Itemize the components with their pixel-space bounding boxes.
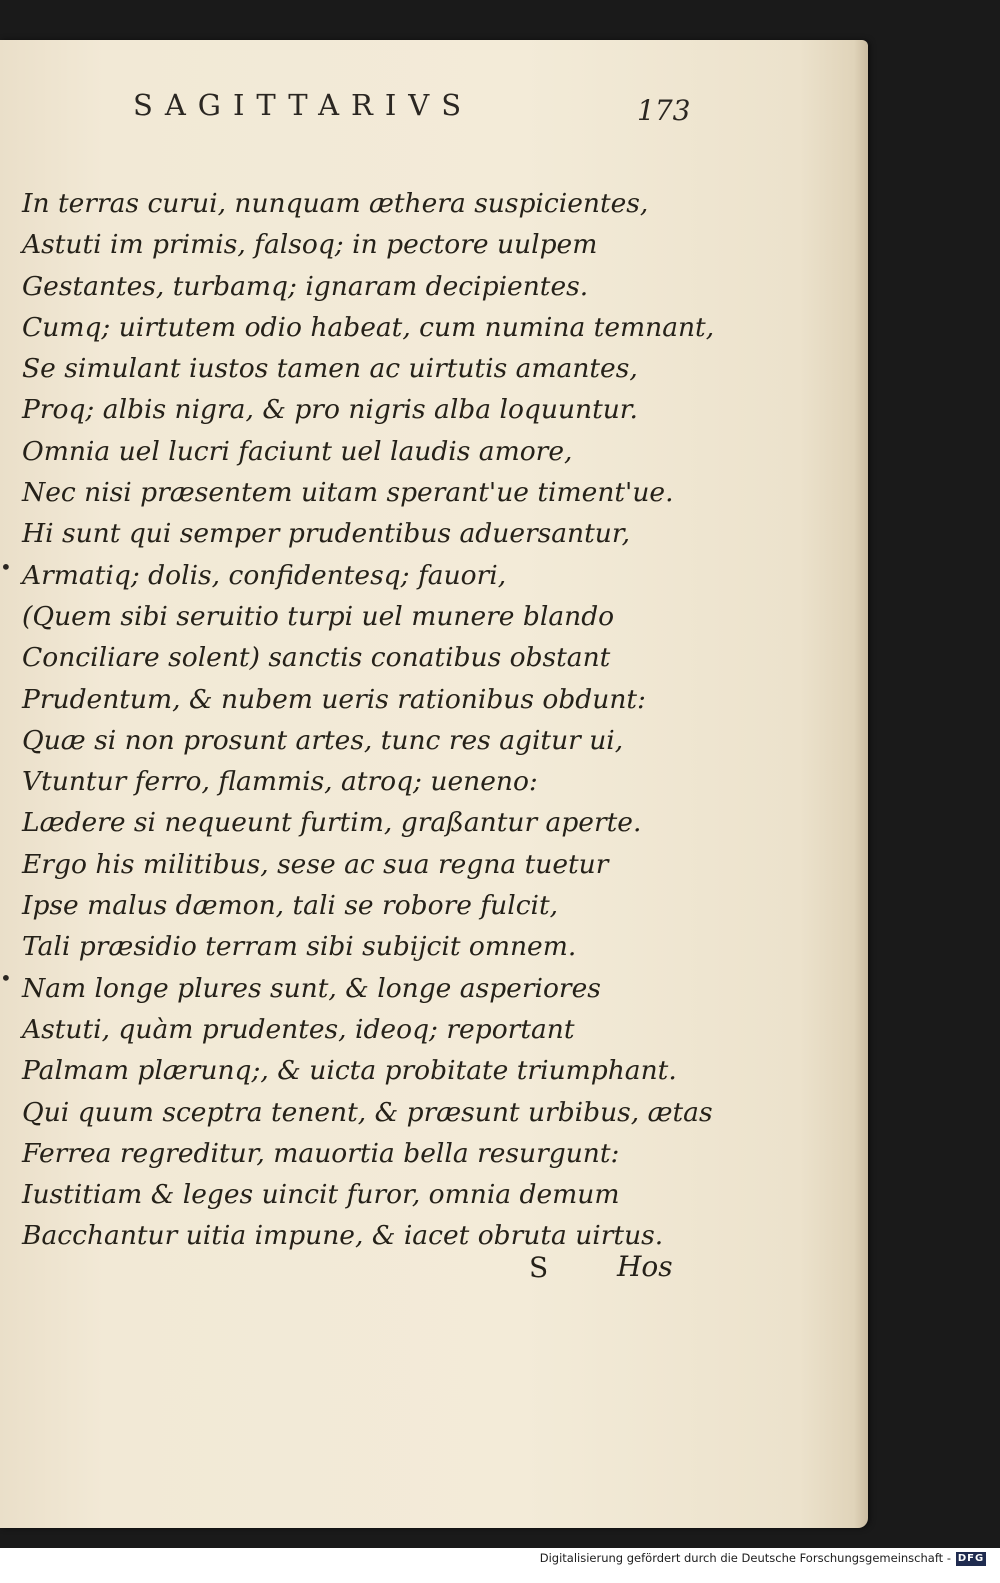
- margin-line-marker: •: [0, 555, 12, 579]
- verse-line: Hi sunt qui semper prudentibus aduersantur,: [22, 518, 631, 550]
- verse-line: Qui quum sceptra tenent, & præsunt urbibus, ætas: [22, 1096, 713, 1128]
- verse-line: Armatiq; dolis, confidentesq; fauori,: [22, 559, 507, 591]
- verse-line: Conciliare solent) sanctis conatibus obstant: [22, 642, 611, 674]
- verse-line: Ergo his militibus, sese ac sua regna tuetur: [22, 848, 609, 880]
- verse-line: Vtuntur ferro, flammis, atroq; ueneno:: [22, 766, 538, 798]
- running-head: SAGITTARIVS: [133, 88, 474, 122]
- verse-line: Prudentum, & nubem ueris rationibus obdunt:: [22, 683, 646, 715]
- verse-line: Lædere si nequeunt furtim, graßantur aperte.: [22, 807, 642, 839]
- margin-line-marker: •: [0, 966, 12, 990]
- funding-credit: Digitalisierung gefördert durch die Deutsche Forschungsgemeinschaft -: [539, 1551, 951, 1565]
- page-number: 173: [637, 94, 691, 127]
- verse-line: Gestantes, turbamq; ignaram decipientes.: [22, 270, 589, 302]
- verse-line: Cumq; uirtutem odio habeat, cum numina temnant,: [22, 311, 715, 343]
- verse-line: Nam longe plures sunt, & longe asperiores: [22, 972, 601, 1004]
- verse-line: Ipse malus dæmon, tali se robore fulcit,: [22, 890, 559, 922]
- verse-line: Quæ si non prosunt artes, tunc res agitur ui,: [22, 724, 624, 756]
- verse-text: [22, 183, 714, 1257]
- verse-line: Palmam plærunq;, & uicta probitate triumphant.: [22, 1055, 677, 1087]
- verse-line: Proq; albis nigra, & pro nigris alba loquuntur.: [22, 394, 638, 426]
- signature-mark: S: [529, 1251, 549, 1284]
- verse-line: Nec nisi præsentem uitam sperant'ue timent'ue.: [22, 477, 674, 509]
- verse-line: Se simulant iustos tamen ac uirtutis amantes,: [22, 353, 638, 385]
- verse-line: In terras curui, nunquam æthera suspicientes,: [22, 188, 649, 219]
- dfg-logo: DFG: [957, 1553, 985, 1564]
- page-edge: [854, 40, 868, 1528]
- verse-line: Astuti, quàm prudentes, ideoq; reportant: [22, 1013, 575, 1045]
- verse-line: Bacchantur uitia impune, & iacet obruta uirtus.: [22, 1220, 664, 1252]
- verse-line: Omnia uel lucri faciunt uel laudis amore,: [22, 435, 573, 467]
- verse-line: (Quem sibi seruitio turpi uel munere blando: [22, 600, 615, 632]
- verse-line: Iustitiam & leges uincit furor, omnia demum: [22, 1179, 620, 1211]
- catchword: Hos: [617, 1250, 673, 1283]
- verse-line: Ferrea regreditur, mauortia bella resurgunt:: [22, 1137, 620, 1169]
- verse-line: Astuti im primis, falsoq; in pectore uulpem: [22, 229, 598, 261]
- verse-line: Tali præsidio terram sibi subijcit omnem.: [22, 931, 577, 963]
